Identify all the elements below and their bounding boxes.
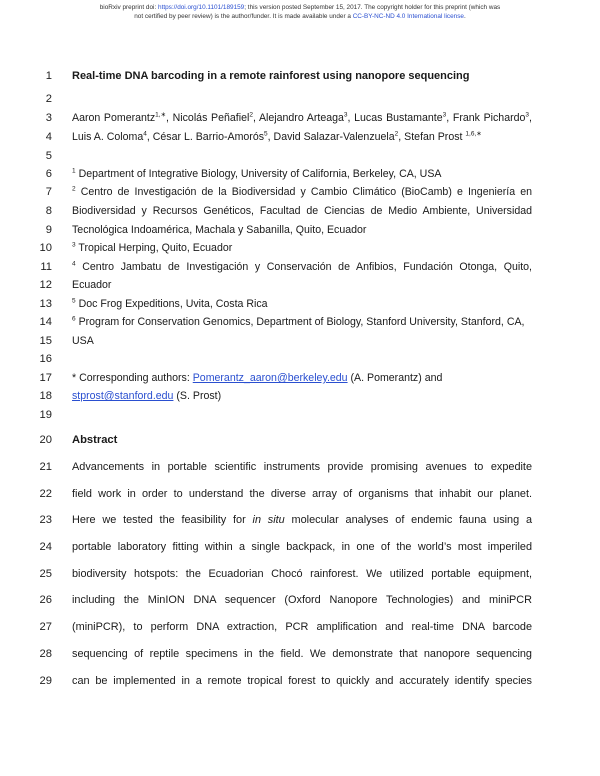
preprint-notice-line-2: not certified by peer review) is the author/funder. It is made available under a CC-BY-NC-ND 4.0 International license. xyxy=(134,13,466,20)
line-number: 19 xyxy=(39,409,52,421)
abstract-line: can be implemented in a remote tropical forest to quickly and accurately identify species xyxy=(72,675,532,687)
line-number: 1 xyxy=(45,70,52,82)
paper-title: Real-time DNA barcoding in a remote rainforest using nanopore sequencing xyxy=(72,70,470,82)
affiliation-5: $^5$ Doc Frog Expeditions, Uvita, Costa Rica xyxy=(72,297,268,310)
line-number: 14 xyxy=(39,316,52,328)
line-number: 5 xyxy=(45,150,52,162)
line-number: 13 xyxy=(39,298,52,310)
abstract-heading: Abstract xyxy=(72,434,118,446)
abstract-line: field work in order to understand the diverse array of organisms that inhabit our planet. xyxy=(72,488,532,500)
abstract-line: Here we tested the feasibility for in situ molecular analyses of endemic fauna using a xyxy=(72,514,533,526)
line-number: 23 xyxy=(39,514,52,526)
line-number: 11 xyxy=(40,261,52,273)
line-number: 4 xyxy=(45,131,52,143)
abstract-line: Advancements in portable scientific instruments provide promising avenues to expedite xyxy=(72,461,532,473)
line-number: 2 xyxy=(45,93,52,105)
line-number: 18 xyxy=(39,390,52,402)
abstract-line: (miniPCR), to perform DNA extraction, PCR amplification and real-time DNA barcode xyxy=(72,621,532,633)
line-number: 20 xyxy=(39,434,52,446)
line-number: 7 xyxy=(45,186,52,198)
license-link[interactable]: CC-BY-NC-ND 4.0 International license xyxy=(352,13,464,20)
author-line-1: Aaron Pomerantz$^{1,∗}$, Nicolás Peñafiel$^2$, Alejandro Arteaga$^3$, Lucas Bustamante$^3$, Frank Pichardo$^3$, xyxy=(72,111,532,124)
abstract-line: including the MinION DNA sequencer (Oxford Nanopore Technologies) and miniPCR xyxy=(72,594,532,606)
corresponding-authors: * Corresponding authors: Pomerantz_aaron@berkeley.edu (A. Pomerantz) and xyxy=(72,372,443,384)
line-number: 26 xyxy=(39,594,52,606)
affiliation-1: $^1$ Department of Integrative Biology, University of California, Berkeley, CA, USA xyxy=(72,167,442,180)
line-number: 3 xyxy=(45,112,52,124)
line-number: 28 xyxy=(39,648,52,660)
affiliation-2-cont: Biodiversidad y Recursos Genéticos, Facultad de Ciencias de Medio Ambiente, Universidad xyxy=(72,205,532,217)
affiliation-3: $^3$ Tropical Herping, Quito, Ecuador xyxy=(72,241,233,254)
affiliation-2: $^2$ Centro de Investigación de la Biodiversidad y Cambio Climático (BioCamb) e Ingeniería en xyxy=(72,185,532,198)
email-link-prost[interactable]: stprost@stanford.edu xyxy=(72,390,174,402)
author-line-2: Luis A. Coloma$^4$, César L. Barrio-Amorós$^5$, David Salazar-Valenzuela$^2$, Stefan Prost $^{1,6,∗}$ xyxy=(72,130,482,143)
affiliation-2-cont: Tecnológica Indoamérica, Machala y Sabanilla, Quito, Ecuador xyxy=(72,224,367,236)
line-number: 8 xyxy=(45,205,52,217)
line-number: 9 xyxy=(45,224,52,236)
abstract-line: sequencing of reptile specimens in the field. We demonstrate that nanopore sequencing xyxy=(72,648,532,660)
corresponding-authors-cont: stprost@stanford.edu (S. Prost) xyxy=(72,390,222,402)
line-number: 12 xyxy=(39,279,52,291)
line-number: 22 xyxy=(39,488,52,500)
preprint-notice-line-1: bioRxiv preprint doi: https://doi.org/10.1101/189159; this version posted September 15, 2017. The copyright holder for this preprint (which was xyxy=(99,4,501,11)
affiliation-6: $^6$ Program for Conservation Genomics, Department of Biology, Stanford University, Stanford, CA, xyxy=(72,315,525,328)
line-number: 21 xyxy=(39,461,52,473)
line-number: 17 xyxy=(39,372,52,384)
affiliation-6-cont: USA xyxy=(72,335,94,347)
line-number: 24 xyxy=(39,541,52,553)
email-link-pomerantz[interactable]: Pomerantz_aaron@berkeley.edu xyxy=(192,372,348,384)
line-number: 16 xyxy=(39,353,52,365)
abstract-line: biodiversity hotspots: the Ecuadorian Chocó rainforest. We utilized portable equipment, xyxy=(72,568,532,580)
line-number: 10 xyxy=(39,242,52,254)
line-number: 15 xyxy=(39,335,52,347)
line-number: 25 xyxy=(39,568,52,580)
preprint-notice xyxy=(0,3,600,21)
affiliation-4-cont: Ecuador xyxy=(72,279,112,291)
line-number: 27 xyxy=(39,621,52,633)
affiliation-4: $^4$ Centro Jambatu de Investigación y Conservación de Anfibios, Fundación Otonga, Quito, xyxy=(72,260,532,273)
doi-link[interactable]: https://doi.org/10.1101/189159 xyxy=(158,4,245,11)
line-number: 6 xyxy=(45,168,52,180)
abstract-line: portable laboratory fitting within a single backpack, in one of the world’s most imperiled xyxy=(72,541,532,553)
line-number: 29 xyxy=(39,675,52,687)
